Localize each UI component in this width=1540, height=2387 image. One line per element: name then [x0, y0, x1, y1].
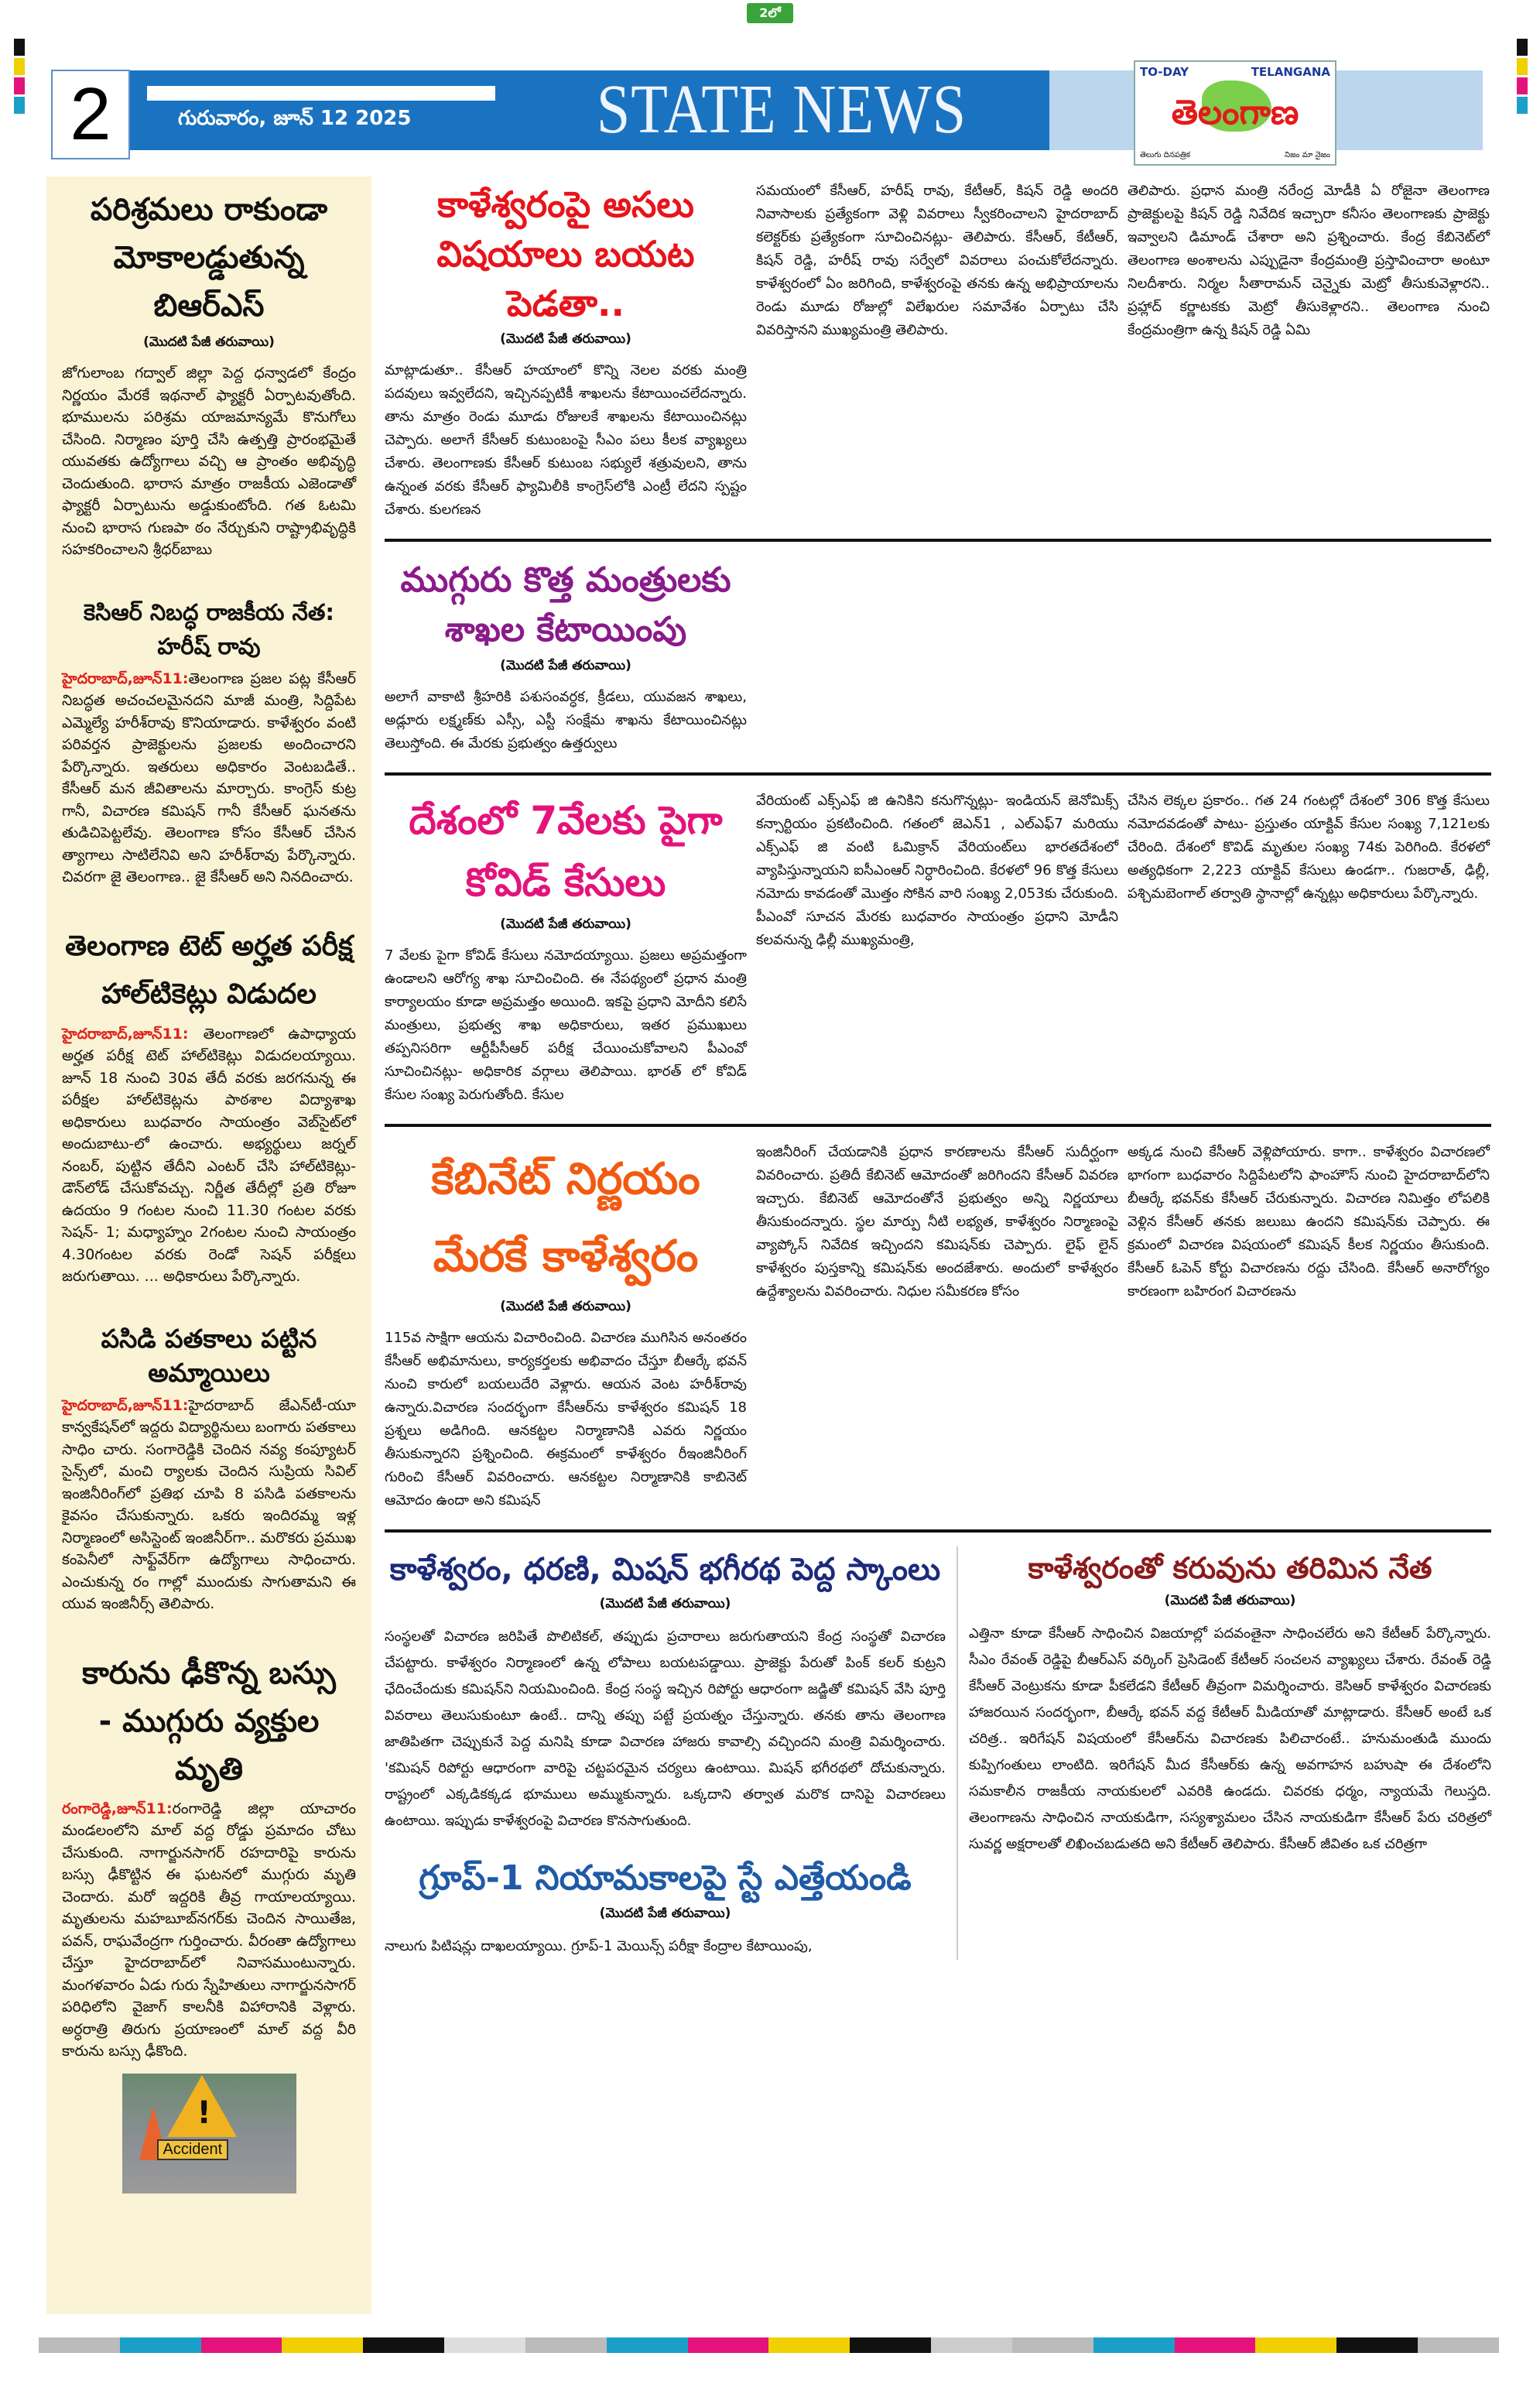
- article-body: చేసిన లెక్కల ప్రకారం.. గత 24 గంటల్లో దేశంలో 306 కొత్త కేసులు నమోదవడంతో పాటు- ప్రస్తుతం యాక్టివ్ కేసుల సంఖ్య 7,121లకు చేరింది. దేశంలో కొవిడ్ మృతుల సంఖ్య 74కు పెరిగింది. కేరళలో అత్యధికంగా 2,223 యాక్టివ్ కేసులు ఉండగా.. గుజరాత్, ఢిల్లీ, పశ్చిమబెంగాల్ తర్వాతి స్థానాల్లో ఉన్నట్లు అధికారులు పేర్కొన్నారు.: [1128, 793, 1490, 902]
- article-body: ఎత్తినా కూడా కేసీఆర్ సాధించిన విజయాల్లో పదవంతైనా సాధించలేరు అని కేటీఆర్ పేర్కొన్నారు. సీఎం రేవంత్ రెడ్డిపై బీఆర్ఎస్ వర్కింగ్ ప్రెసిడెంట్ కేటీఆర్ సంచలన వ్యాఖ్యలు చేశారు. రేవంత్ రెడ్డి కేసీఆర్ వెంట్రుకను కూడా పీకలేడని కేటీఆర్ తీవ్రంగా విమర్శించారు. కెసిఆర్ కాళేశ్వరం విచారణకు హాజరయిన సందర్భంగా, బీఆర్కే భవన్ వద్ద కేటీఆర్ మీడియాతో మాట్లాడారు. కేసీఆర్ అంటే ఒక చరిత్ర.. ఇరిగేషన్ విషయంలో కేసీఆర్‌ను విచారణకు పిలిచారంటే.. హనుమంతుడి ముందు కుప్పిగంతులు లాంటిది. ఇరిగేషన్ మీద కేసీఆర్‌కు ఉన్న అవగాహన బహుషా ఈ దేశంలోని సమకాలీన రాజకీయ నాయకులలో ఎవరికి ఉండదు. చివరకు ధర్మం, న్యాయమే గెలుస్తది. తెలంగాణను సాధించిన నాయకుడిగా, సస్యశ్యామలం చేసిన నాయకుడిగా కేసీఆర్ పేరు చరిత్రలో సువర్ణ అక్షరాలతో లిఖించబడుతది అని కేటీఆర్ తెలిపారు. కేసీఆర్ జీవితం ఒక చరిత్రగా: [969, 1625, 1491, 1852]
- headline: కాళేశ్వరం, ధరణి, మిషన్ భగీరథ పెద్ద స్కాంలు: [389, 1552, 941, 1587]
- headline: కేబినేట్ నిర్ణయం మేరకే కాళేశ్వరం: [431, 1154, 700, 1282]
- print-color-bar: [39, 2337, 1499, 2353]
- logo-text: TO-DAY: [1140, 65, 1189, 79]
- article-body: 7 వేలకు పైగా కోవిడ్ కేసులు నమోదయ్యాయి. ప్రజలు అప్రమత్తంగా ఉండాలని ఆరోగ్య శాఖ సూచించింది. ఈ నేపథ్యంలో ప్రధాన మంత్రి కార్యాలయం కూడా అప్రమత్తం అయింది. ఇకపై ప్రధాని మోదీని కలిసే మంత్రులు, ప్రభుత్వ శాఖ అధికారులు, ఇతర ప్రముఖులు తప్పనిసరిగా ఆర్టీపీసీఆర్ పరీక్ష చేయించుకోవాలని పీఎంవో సూచించినట్లు- అధికారిక వర్గాలు తెలిపాయి. భారత్ లో కోవిడ్ కేసుల సంఖ్య పెరుగుతోంది. కేసుల: [385, 947, 747, 1103]
- logo-tagline: నిజం మా నైజం: [1285, 151, 1330, 159]
- article-body: హైదరాబాద్,జూన్11:హైదరాబాద్ జేఎన్‌టీ-యూ కాన్వకేషన్‌లో ఇద్దరు విద్యార్థినులు బంగారు పతకాలు సాధిం చారు. సంగారెడ్డికి చెందిన నవ్య కంప్యూటర్ సైన్స్‌లో, మంచి ర్యాలకు చెందిన సుప్రియ సివిల్ ఇంజినీరింగ్‌లో ప్రతిభ చూపి 8 పసిడి పతకాలను కైవసం చేసుకున్నారు. ఒకరు ఇందిరమ్మ ఇళ్ల నిర్మాణంలో అసిస్టెంట్ ఇంజినీర్‌గా.. మరొకరు ప్రముఖ కంపెనీలో సాఫ్ట్‌వేర్‌గా ఉద్యోగాలు సాధించారు. ఎంచుకున్న రం గాల్లో ముందుకు సాగుతామని ఈ యువ ఇంజినీర్స్ తెలిపారు.: [62, 1396, 356, 1612]
- registration-mark: [14, 39, 25, 155]
- article-accident: [62, 1649, 356, 2194]
- registration-mark: [1517, 39, 1528, 155]
- headline: దేశంలో 7వేలకు పైగా కోవిడ్ కేసులు: [409, 798, 723, 905]
- headline: కాళేశ్వరంపై అసలు విషయాలు బయట పెడతా..: [436, 183, 695, 324]
- article-body: వేరియంట్ ఎక్స్‌ఎఫ్ జి ఉనికిని కనుగొన్నట్లు- ఇండియన్ జెనోమిక్స్ కన్సార్టియం ప్రకటించింది. గతంలో జెఎన్1 , ఎల్ఎఫ్7 మరియు ఎక్స్‌ఎఫ్ జి వంటి ఓమిక్రాన్ వేరియంట్‌లు భారతదేశంలో వ్యాపిస్తున్నాయని ఐసీఎంఆర్ నిర్ధారించింది. కేరళలో 96 కొత్త కేసులు నమోదు కావడంతో మొత్తం సోకిన వారి సంఖ్య 2,053కు చేరుకుంది. పీఎంవో సూచన మేరకు బుధవారం సాయంత్రం ప్రధాని మోడీని కలవనున్న ఢిల్లీ ముఖ్యమంత్రి,: [756, 793, 1118, 948]
- continued-label: (మొదటి పేజీ తరువాయి): [599, 1596, 731, 1611]
- continued-label: (మొదటి పేజీ తరువాయి): [500, 916, 631, 932]
- continued-label: (మొదటి పేజీ తరువాయి): [500, 658, 631, 673]
- headline: పసిడి పతకాలు పట్టిన అమ్మాయిలు: [101, 1323, 317, 1388]
- article-body: జోగులాంబ గద్వాల్ జిల్లా పెద్ద ధన్వాడలో కేంద్రం నిర్ణయం మేరకే ఇథనాల్ ఫ్యాక్టరీ ఏర్పాటవుతోంది. భూములను పరిశ్రమ యాజమాన్యమే కొనుగోలు చేసింది. నిర్మాణం పూర్తి చేసి ఉత్పత్తి ప్రారంభమైతే యువతకు ఉద్యోగాలు వచ్చి ఆ ప్రాంతం అభివృద్ధి చెందుతుంది. భారాస మాత్రం రాజకీయ ఎజెండాతో ఫ్యాక్టరీ ఏర్పాటును అడ్డుకుంటోంది. గత ఓటమి నుంచి భారాస గుణపా ఠం నేర్చుకుని రాష్ట్రాభివృద్ధికి సహకరించాలని శ్రీధర్‌బాబు: [62, 365, 356, 558]
- article-gold-medals: [62, 1322, 356, 1615]
- article-industries: [62, 186, 356, 561]
- headline: పరిశ్రమలు రాకుండా మోకాలడ్డుతున్న బిఆర్ఎస్: [90, 192, 328, 324]
- photo-label: Accident: [157, 2139, 229, 2160]
- logo-text: TELANGANA: [1251, 65, 1330, 79]
- article-ministers: [385, 542, 1491, 776]
- exclamation-icon: !: [197, 2094, 211, 2131]
- bottom-section: [385, 1533, 1491, 1960]
- article-kaleshwaram-truth: [385, 176, 1491, 542]
- article-cabinet: [385, 1127, 1491, 1533]
- section-title: STATE NEWS: [596, 70, 967, 148]
- issue-date: గురువారం, జూన్ 12 2025: [178, 107, 412, 130]
- article-tet: [62, 923, 356, 1288]
- article-body: హైదరాబాద్,జూన్11: తెలంగాణలో ఉపాధ్యాయ అర్హత పరీక్ష టెట్ హాల్‌టికెట్లు విడుదలయ్యాయి. జూన్ 18 నుంచి 30వ తేదీ వరకు జరగనున్న ఈ పరీక్షల హాల్‌టికెట్లను పాఠశాల విద్యాశాఖ అధికారులు బుధవారం సాయంత్రం వెబ్‌సైట్‌లో అందుబాటు-లో ఉంచారు. అభ్యర్థులు జర్నల్ నంబర్, పుట్టిన తేదీని ఎంటర్ చేసి హాల్‌టికెట్లు- డౌన్‌లోడ్ చేసుకోవచ్చు. నిర్ణీత తేదీల్లో ప్రతి రోజూ ఉదయం 9 గంటల నుంచి 11.30 గంటల వరకు సెషన్- 1; మధ్యాహ్నం 2గంటల నుంచి సాయంత్రం 4.30గంటల వరకు రెండో సెషన్ పరీక్షలు జరుగుతాయి. ... అధికారులు పేర్కొన్నారు.: [62, 1025, 356, 1285]
- article-body: రంగారెడ్డి,జూన్11:రంగారెడ్డి జిల్లా యాచారం మండలంలోని మాల్ వద్ద రోడ్డు ప్రమాదం చోటు చేసుకుంది. నాగార్జునసాగర్ రహదారిపై కారును బస్సు ఢీకొట్టిన ఈ ఘటనలో ముగ్గురు మృతి చెందారు. మరో ఇద్దరికి తీవ్ర గాయాలయ్యాయి. మృతులను మహబూబ్‌నగర్‌కు చెందిన సాయితేజ, పవన్, రాఘవేంద్రగా గుర్తించారు. వీరంతా ఉద్యోగాలు చేస్తూ హైదరాబాద్‌లో నివాసముంటున్నారు. మంగళవారం ఏడు గురు స్నేహితులు నాగార్జునసాగర్ పరిధిలోని వైజాగ్ కాలనీకి విహారానికి వెళ్లారు. అర్ధరాత్రి తిరుగు ప్రయాణంలో మాల్ వద్ద వీరి కారును బస్సు ఢీకొంది.: [62, 1800, 356, 2060]
- column-divider: [957, 1546, 958, 1960]
- continued-label: (మొదటి పేజీ తరువాయి): [599, 1906, 731, 1921]
- article-harish-rao: [62, 595, 356, 889]
- article-ktr: [969, 1546, 1491, 1960]
- article-body: తెలిపారు. ప్రధాన మంత్రి నరేంద్ర మోడీకి ఏ రోజైనా తెలంగాణ ప్రాజెక్టులపై కిషన్ రెడ్డి నివేదిక ఇచ్చారా కనీసం తెలంగాణకు ప్రాజెక్టు ఇవ్వాలని డిమాండ్ చేశారా అని ప్రశ్నించారు. కేంద్ర కేబినెట్‌లో తెలంగాణ అంశాలను ఎప్పుడైనా కేంద్రమంత్రి ప్రస్తావించారా అంటూ నిలదీశారు. నిర్మల సీతారామన్ చెన్నైకు మెట్రో తీసుకువెళ్లారని.. ప్రహ్లాద్ కర్ణాటకకు మెట్రో తీసుకెళ్లారని.. తెలంగాణ నుంచి కేంద్రమంత్రిగా ఉన్న కిషన్ రెడ్డి ఏమి: [1128, 183, 1490, 338]
- article-body: సమయంలో కేసీఆర్, హరీష్ రావు, కేటీఆర్, కిషన్ రెడ్డి అందరి నివాసాలకు ప్రత్యేకంగా వెళ్లి వివరాలు స్వీకరించాలని హైదరాబాద్ కలెక్టర్‌కు ప్రత్యేకంగా సూచించినట్లు- తెలిపారు. కేసీఆర్, కేటీఆర్, కిషన్ రెడ్డి, హరీష్ రావు సర్వేలో వివరాలు పంచుకోలేదన్నారు. కాళేశ్వరంలో ఏం జరిగింది, కాళేశ్వరంపై తనకు ఉన్న అభిప్రాయాలను రెండు మూడు రోజుల్లో విలేఖరుల సమావేశం ఏర్పాటు చేసి వివరిస్తానని ముఖ్యమంత్రి తెలిపారు.: [756, 183, 1118, 338]
- accident-photo: [122, 2074, 296, 2194]
- article-scams: [385, 1546, 946, 1834]
- article-body: అలాగే వాకాటి శ్రీహరికి పశుసంవర్ధక, క్రీడలు, యువజన శాఖలు, అడ్లూరు లక్ష్మణ్‌కు ఎస్సీ, ఎస్టీ సంక్షేమ శాఖను కేటాయించినట్లు తెలుస్తోంది. ఈ మేరకు ప్రభుత్వం ఉత్తర్వులు: [385, 689, 747, 752]
- headline: గ్రూప్-1 నియామకాలపై స్టే ఎత్తేయండి: [419, 1858, 912, 1898]
- headline: ముగ్గురు కొత్త మంత్రులకు శాఖల కేటాయింపు: [400, 560, 731, 649]
- headline: కెసిఆర్ నిబద్ధ రాజకీయ నేత: హరీష్ రావు: [83, 598, 335, 659]
- page-content: [46, 176, 1491, 2368]
- article-body: 115వ సాక్షిగా ఆయను విచారించింది. విచారణ ముగిసిన అనంతరం కేసీఆర్ అభిమానులు, కార్యకర్తలకు అభివాదం చేస్తూ బీఆర్కే భవన్ నుంచి కారులో బయలుదేరి వెళ్లారు. ఆయన వెంట హరీశ్‌రావు ఉన్నారు.విచారణ సందర్భంగా కేసీఆర్‌ను కాళేశ్వరం కమిషన్ 18 ప్రశ్నలు అడిగింది. ఆనకట్టల నిర్మాణానికి ఎవరు నిర్ణయం తీసుకున్నారని ప్రశ్నించింది. ఈక్రమంలో కాళేశ్వరం రీఇంజినీరింగ్ గురించి కేసీఆర్ వివరించారు. ఆనకట్టల నిర్మాణానికి కాబినెట్ ఆమోదం ఉందా అని కమిషన్: [385, 1330, 747, 1509]
- headline: తెలంగాణ టెట్ అర్హత పరీక్ష హాల్‌టికెట్లు విడుదల: [65, 930, 353, 1010]
- continued-label: (మొదటి పేజీ తరువాయి): [143, 334, 275, 350]
- page-tab: 2లో: [747, 3, 793, 23]
- article-body: నాలుగు పిటిషన్లు దాఖలయ్యాయి. గ్రూప్-1 మెయిన్స్ పరీక్షా కేంద్రాల కేటాయింపు,: [385, 1938, 813, 1954]
- article-body: మాట్లాడుతూ.. కేసీఆర్ హయాంలో కొన్ని నెలల వరకు మంత్రి పదవులు ఇవ్వలేదని, ఇచ్చినప్పటికీ శాఖలను కేటాయించలేదన్నారు. తాను మాత్రం రెండు మూడు రోజులకే శాఖలను కేటాయించినట్లు చెప్పారు. అలాగే కేసీఆర్ కుటుంబంపై సీఎం పలు కీలక వ్యాఖ్యలు చేశారు. తెలంగాణకు కేసీఆర్ కుటుంబ సభ్యులే శత్రువులని, తాను ఉన్నంత వరకు కేసీఆర్ ఫ్యామిలీకి కాంగ్రెస్‌లోకి ఎంట్రీ లేదని స్పష్టం చేశారు. కులగణన: [385, 362, 747, 518]
- sidebar: [46, 176, 371, 2314]
- logo-name: తెలంగాణ: [1171, 93, 1299, 132]
- main-area: [385, 176, 1491, 1960]
- article-body: హైదరాబాద్,జూన్11:తెలంగాణ ప్రజల పట్ల కేసీఆర్ నిబద్ధత అచంచలమైనదని మాజీ మంత్రి, సిద్దిపేట ఎమ్మెల్యే హరీశ్‌రావు కొనియాడారు. కాళేశ్వరం వంటి పరివర్తన ప్రాజెక్టులను ప్రజలకు అందించారని పేర్కొన్నారు. ఇతరులు అధికారం వెంటబడితే.. కేసీఆర్ మన జీవితాలను మార్చారు. కాంగ్రెస్ కుట్ర గానీ, విచారణ కమిషన్ గానీ కేసీఆర్ ఘనతను తుడిచిపెట్టలేవు. తెలంగాణ కోసం కేసీఆర్ చేసిన త్యాగాలు సాటిలేనివి అని హరీశ్‌రావు పేర్కొన్నారు. చివరగా జై తెలంగాణ.. జై కేసీఆర్ అని నినదించారు.: [62, 670, 356, 885]
- article-body: అక్కడ నుంచి కేసీఆర్ వెళ్లిపోయారు. కాగా.. కాళేశ్వరం విచారణలో భాగంగా బుధవారం సిద్దిపేటలోని ఫాంహౌస్ నుంచి హైదరాబాద్‌లోని బీఆర్కే భవన్‌కు కేసీఆర్ చేరుకున్నారు. విచారణ నిమిత్తం లోపలికి వెళ్లిన కేసీఆర్ తనకు జలుబు ఉందని కమిషన్‌కు చెప్పారు. ఈ క్రమంలో విచారణ విషయంలో కమిషన్ కీలక నిర్ణయం తీసుకుంది. కేసీఆర్ ఓపెన్ కోర్టు విచారణను రద్దు చేసింది. కేసీఆర్ అనారోగ్యం కారణంగా బహిరంగ విచారణను: [1128, 1144, 1490, 1300]
- article-covid: [385, 776, 1491, 1127]
- continued-label: (మొదటి పేజీ తరువాయి): [500, 331, 631, 347]
- page-number: 2: [51, 70, 130, 159]
- continued-label: (మొదటి పేజీ తరువాయి): [1164, 1593, 1296, 1608]
- article-body: ఇంజినీరింగ్ చేయడానికి ప్రధాన కారణాలను కేసీఆర్ సుదీర్ఘంగా వివరించారు. ప్రతిదీ కేబినెట్ ఆమోదంతో జరిగిందని కేసీఆర్ వివరణ ఇచ్చారు. కేబినెట్ ఆమోదంతోనే ప్రభుత్వం అన్ని నిర్ణయాలు తీసుకుందన్నారు. స్థల మార్పు నీటి లభ్యత, కాళేశ్వరం నిర్మాణంపై వ్యాప్కోస్ నివేదిక ఇచ్చిందని కమిషన్‌కు చెప్పారు. లైఫ్ లైన్ కాళేశ్వరం పుస్తకాన్ని కమిషన్‌కు అందజేశారు. అందులో కాళేశ్వరం ఉద్దేశ్యాలను వివరించారు. నిధుల సమీకరణ కోసం: [756, 1144, 1118, 1300]
- logo-tagline: తెలుగు దినపత్రిక: [1140, 151, 1191, 159]
- article-body: సంస్థలతో విచారణ జరిపితే పొలిటికల్, తప్పుడు ప్రచారాలు జరుగుతాయని కేంద్ర సంస్థతో విచారణ చేపట్టారు. కాళేశ్వరం నిర్మాణంలో ఉన్న లోపాలు బయటపడ్డాయి. ప్రాజెక్టు పేరుతో పింక్ కలర్ కుట్రని ఛేదించేందుకు కమిషన్‌ని నియమించింది. కేంద్ర సంస్థ ఇచ్చిన రిపోర్టు ఆధారంగా జడ్జితో కమిషన్ వేసి పూర్తి వివరాలు తెలుసుకుంటూ ఉంటే.. దాన్ని తప్పు పట్టే ప్రయత్నం చేస్తున్నారు. తనకు తాను తెలంగాణ జాతిపితగా చెప్పుకునే పెద్ద మనిషి కూడా విచారణ హాజరు కావాల్సి వచ్చిందని మంత్రి విమర్శించారు. 'కమిషన్ రిపోర్టు ఆధారంగా వారిపై చట్టపరమైన చర్యలు ఉంటాయి. మిషన్ భగీరథలో దోచుకున్నారు. రాష్ట్రంలో ఎక్కడికక్కడ భూములు అమ్ముకున్నారు. ఒక్కదాని తర్వాత మరొక దానిపై విచారణలు ఉంటాయి. ఇప్పుడు కాళేశ్వరంపై విచారణ కొనసాగుతుంది.: [385, 1628, 946, 1829]
- masthead-logo: [1134, 60, 1336, 166]
- headline: కాళేశ్వరంతో కరువును తరిమిన నేత: [1028, 1551, 1432, 1585]
- article-group1: [385, 1854, 946, 1960]
- date-bar: [147, 86, 495, 101]
- continued-label: (మొదటి పేజీ తరువాయి): [500, 1299, 631, 1314]
- headline: కారును ఢీకొన్న బస్సు - ముగ్గురు వ్యక్తుల మృతి: [82, 1655, 336, 1787]
